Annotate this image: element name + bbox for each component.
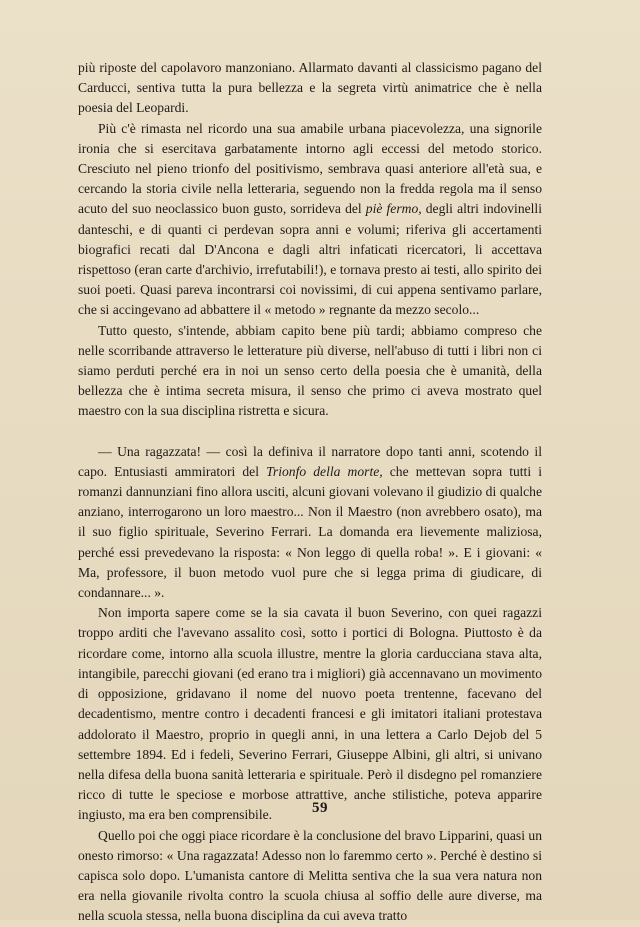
paragraph-2: Più c'è rimasta nel ricordo una sua amabile urbana piacevolezza, una signorile ironia che si esercitava garbatamente intorno agli eccessi del metodo storico. Cresciuto nel pieno trionfo del positivismo, sembrava quasi anteriore all'età sua, e cercando la storia civile nella letteraria, seguendo non la fredda regola ma il senso acuto del suo neoclassico buon gusto, sorrideva del piè fermo, degli altri indovinelli danteschi, e di quanti ci perdevan sopra anni e volumi; riferiva gli accertamenti biografici recati dal D'Ancona e dagli altri infaticati ricercatori, li accettava rispettoso (eran carte d'archivio, irrefutabili!), e tornava presto ai testi, allo spirito dei suoi poeti. Quasi pareva incontrarsi coi novissimi, di cui appena sentivamo parlare, che si accingevano ad abbattere il « metodo » regnante da mezzo secolo...: [78, 120, 542, 318]
italic-title-trionfo-della-morte: Trionfo della morte,: [266, 463, 383, 479]
paragraph-5: Non importa sapere come se la sia cavata il buon Severino, con quei ragazzi troppo arditi che l'avevano assalito così, sotto i portici di Bologna. Piuttosto è da ricordare come, intorno alla scuola illustre, mentre la gloria carducciana stava alta, intangibile, parecchi giovani (ed erano tra i migliori) già accennavano un movimento di opposizione, gridavano il nome del nuovo poeta trentenne, facevano del decadentismo, mentre contro i decadenti francesi e gli imitatori italiani protestava addolorato il Maestro, proprio in quegli anni, in una lettera a Carlo Dejob del 5 settembre 1894. Ed i fedeli, Severino Ferrari, Giuseppe Albini, gli altri, si univano nella difesa della buona sanità letteraria e spirituale. Però il disdegno pel romanziere ricco di tutte le speciose e morbose attrattive, anche stilistiche, poteva apparire ingiusto, ma era ben comprensibile.: [78, 605, 542, 823]
paragraph-4: — Una ragazzata! — così la definiva il narratore dopo tanti anni, scotendo il capo. Entusiasti ammiratori del Trionfo della morte, che mettevan sopra tutti i romanzi dannunziani fino allora usciti, alcuni giovani volevano il giudizio di qualche anziano, interrogarono un loro maestro... Non il Maestro (non avrebbero osato), ma il suo figlio spirituale, Severino Ferrari. La domanda era lievemente maliziosa, perché essi prevedevano la risposta: « Non leggo di quella roba! ». E i giovani: « Ma, professore, il buon metodo vuol pure che si legga prima di giudicare, di condannare... ».: [78, 443, 542, 601]
page-number: 59: [312, 800, 328, 816]
paragraph-3: Tutto questo, s'intende, abbiam capito bene più tardi; abbiamo compreso che nelle scorribande attraverso le letterature più diverse, nell'abuso di tutti i libri non ci siamo perduti perché era in noi un senso certo della poesia che è umanità, della bellezza che è intima secreta misura, il senso che primo ci aveva mostrato quel maestro con la sua disciplina ristretta e sicura.: [78, 322, 542, 419]
paragraph-1: più riposte del capolavoro manzoniano. Allarmato davanti al classicismo pagano del Carducci, sentiva tutta la pura bellezza e la segreta virtù animatrice che è nella poesia del Leopardi.: [78, 60, 542, 116]
body-text: [78, 58, 542, 927]
paragraph-6: Quello poi che oggi piace ricordare è la conclusione del bravo Lipparini, quasi un onesto rimorso: « Una ragazzata! Adesso non lo faremmo certo ». Perché è destino si capisca solo dopo. L'umanista cantore di Melitta sentiva che la sua vera natura non era nella giovanile rivolta contro la scuola chiusa al soffio delle aure diverse, ma nella scuola stessa, nella buona disciplina da cui aveva tratto: [78, 827, 542, 924]
italic-phrase-pie-fermo: piè fermo,: [365, 201, 422, 217]
